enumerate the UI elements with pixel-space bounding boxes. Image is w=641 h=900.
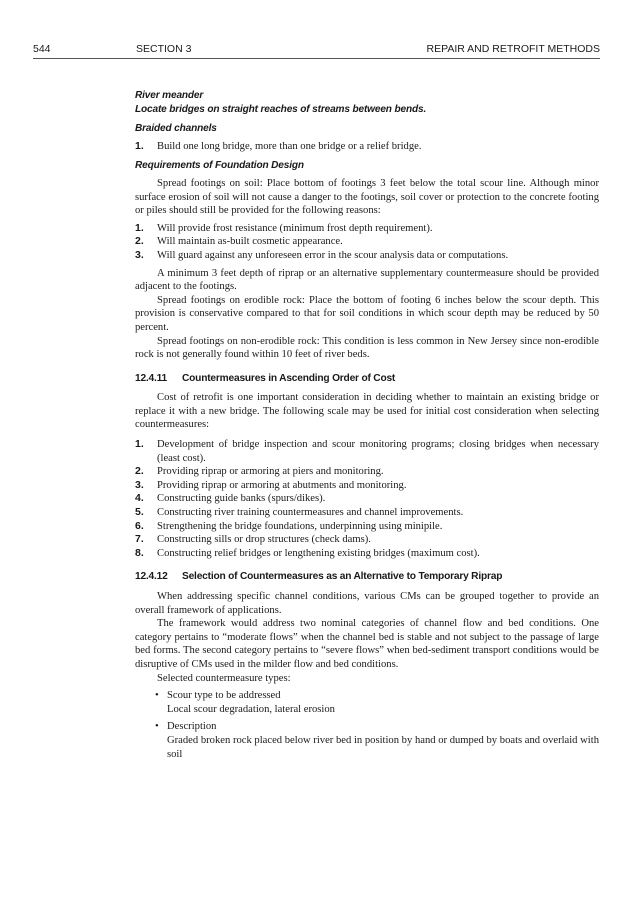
paragraph: When addressing specific channel conditions, various CMs can be grouped together to provide an overall framework of applications. <box>135 591 599 616</box>
list-item: 2. Will maintain as-built cosmetic appearance. <box>135 235 343 248</box>
countermeasure-types-list-2 <box>135 720 599 734</box>
list-item: • Scour type to be addressed <box>155 690 281 702</box>
braided-channels-heading: Braided channels <box>135 123 217 135</box>
list-item: 1. Development of bridge inspection and scour monitoring programs; closing bridges when necessary (least cost). <box>135 438 599 464</box>
paragraph: A minimum 3 feet depth of riprap or an alternative supplementary countermeasure should be provided adjacent to the footings. <box>135 267 599 293</box>
list-item: 8. Constructing relief bridges or lengthening existing bridges (maximum cost). <box>135 546 480 559</box>
running-header <box>33 43 600 59</box>
header-rule <box>33 58 600 59</box>
bullet-detail: Graded broken rock placed below river bed in position by hand or dumped by boats and overlaid with soil <box>167 734 599 760</box>
paragraph: Cost of retrofit is one important consideration in deciding whether to maintain an existing bridge or replace it with a new bridge. The following scale may be used for initial cost consideration when selecting countermeasures: <box>135 392 599 431</box>
list-item: 4. Constructing guide banks (spurs/dikes). <box>135 492 326 505</box>
list-item: 1. Will provide frost resistance (minimum frost depth requirement). <box>135 221 433 234</box>
section-label: SECTION 3 <box>136 43 192 55</box>
list-item: 6. Strengthening the bridge foundations, underpinning using minipile. <box>135 519 443 532</box>
foundation-heading: Requirements of Foundation Design <box>135 160 304 172</box>
paragraph: Spread footings on non-erodible rock: This condition is less common in New Jersey since non-erodible rock is not generally found within 10 feet of river beds. <box>135 335 599 361</box>
section-heading-12-4-11: 12.4.11 Countermeasures in Ascending Order of Cost <box>135 372 396 384</box>
river-meander-text: Locate bridges on straight reaches of streams between bends. <box>135 103 427 115</box>
paragraph: Spread footings on erodible rock: Place the bottom of footing 6 inches below the scour depth. This provision is conservative compared to that for soil conditions in which scour depth may be reduced by 50 percent. <box>135 294 599 333</box>
list-item: 3. Providing riprap or armoring at abutments and monitoring. <box>135 478 407 491</box>
cost-order-list <box>135 438 599 560</box>
list-item: 5. Constructing river training countermeasures and channel improvements. <box>135 506 464 519</box>
page-number: 544 <box>33 43 51 55</box>
paragraph: Spread footings on soil: Place bottom of footings 3 feet below the total scour line. Although minor surface erosion of soil will not cause a danger to the footings, soil cover or protection to the concrete footing or piles should still be provided for the following reasons: <box>135 177 599 217</box>
bullet-detail: Local scour degradation, lateral erosion <box>167 703 335 715</box>
list-item: 1. Build one long bridge, more than one bridge or a relief bridge. <box>135 139 422 152</box>
list-item: 3. Will guard against any unforeseen error in the scour analysis data or computations. <box>135 248 509 261</box>
reasons-list <box>135 222 599 263</box>
section-heading-12-4-12: 12.4.12 Selection of Countermeasures as an Alternative to Temporary Riprap <box>135 571 503 583</box>
braided-channels-list <box>135 140 599 154</box>
countermeasure-types-list <box>135 689 599 703</box>
running-title: REPAIR AND RETROFIT METHODS <box>426 43 600 55</box>
list-item: 2. Providing riprap or armoring at piers and monitoring. <box>135 465 384 478</box>
list-item: • Description <box>155 721 217 733</box>
paragraph: The framework would address two nominal categories of channel flow and bed conditions. One category pertains to “moderate flows” when the channel bed is stable and not subject to the passage of large bed forms. The second category pertains to “severe flows” when bed-sediment transport conditions would be disruptive of CMs used in the milder flow and bed conditions. <box>135 618 599 670</box>
river-meander-heading: River meander <box>135 90 204 101</box>
paragraph: Selected countermeasure types: <box>157 672 291 684</box>
list-item: 7. Constructing sills or drop structures (check dams). <box>135 533 371 546</box>
page-body <box>135 89 599 761</box>
